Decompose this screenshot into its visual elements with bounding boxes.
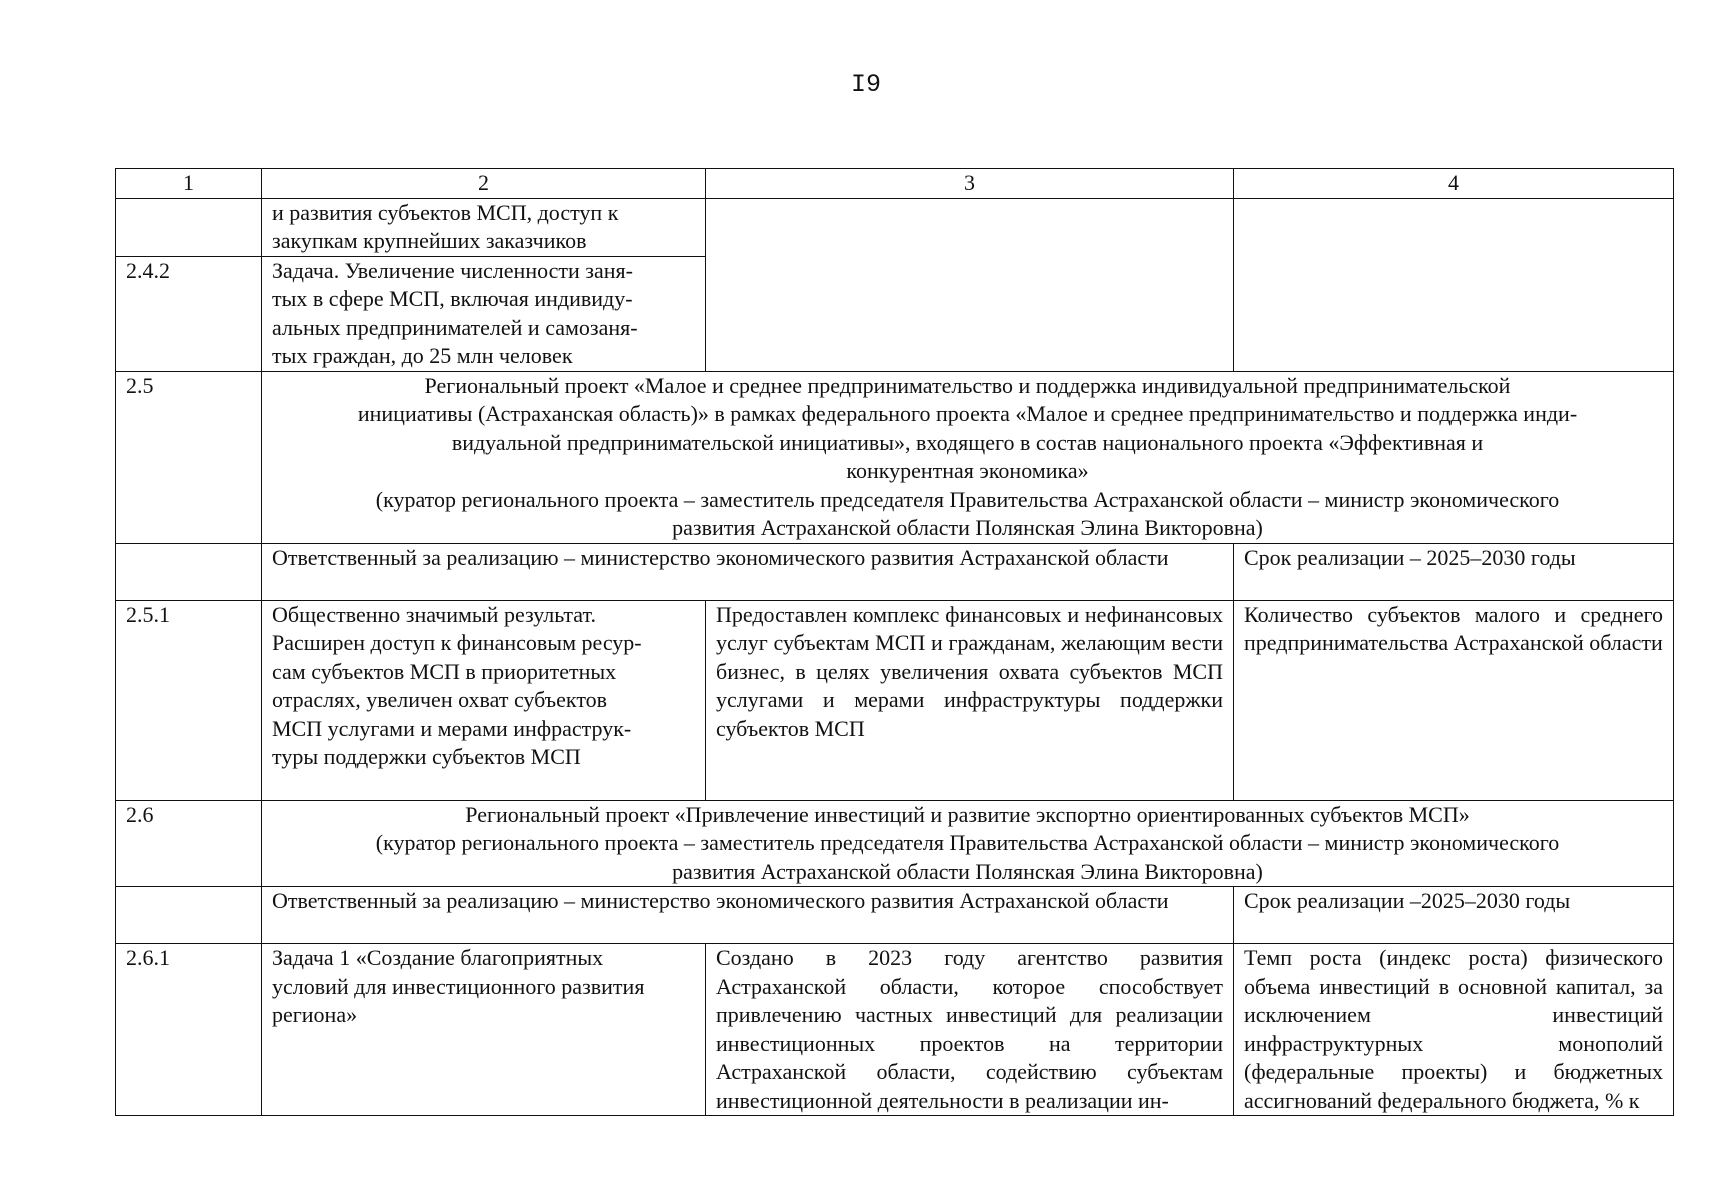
row-number-cell bbox=[116, 543, 262, 600]
column-header-2: 2 bbox=[262, 169, 706, 199]
row-number-cell bbox=[116, 887, 262, 944]
row-number-2-5-1: 2.5.1 bbox=[116, 600, 262, 800]
column-header-4: 4 bbox=[1234, 169, 1674, 199]
indicator-2-6-1: Темп роста (индекс роста) физического объема инвестиций в основной капитал, за исключением инвестиций инфраструктурных монополий (федеральные проекты) и бюджетных ассигнований федерального бюджета, % к bbox=[1234, 944, 1674, 1116]
column-header-3: 3 bbox=[706, 169, 1234, 199]
continuation-text: и развития субъектов МСП, доступ к закупкам крупнейших заказчиков bbox=[262, 198, 706, 256]
table-row-2-5-responsible bbox=[116, 543, 1674, 600]
table-row-2-6-1 bbox=[116, 944, 1674, 1116]
row-number-2-6-1: 2.6.1 bbox=[116, 944, 262, 1116]
empty-cell-col4 bbox=[1234, 198, 1674, 371]
page-number: I9 bbox=[850, 70, 881, 99]
table-row-2-5-1 bbox=[116, 600, 1674, 800]
responsible-2-5: Ответственный за реализацию – министерство экономического развития Астраханской области bbox=[262, 543, 1234, 600]
description-2-6-1: Создано в 2023 году агентство развития Астраханской области, которое способствует привлечению частных инвестиций для реализации инвестиционных проектов на территории Астраханской области, содействию субъектам инвестиционной деятельности в реализации ин- bbox=[706, 944, 1234, 1116]
term-2-5: Срок реализации – 2025–2030 годы bbox=[1234, 543, 1674, 600]
table-row-2-6-responsible bbox=[116, 887, 1674, 944]
task-text-2-4-2: Задача. Увеличение численности заня- тых в сфере МСП, включая индивиду- альных предпринимателей и самозаня- тых граждан, до 25 млн человек bbox=[262, 256, 706, 371]
result-text-2-5-1: Общественно значимый результат. Расширен доступ к финансовым ресур- сам субъектов МСП в приоритетных отраслях, увеличен охват субъектов МСП услугами и мерами инфраструк- туры поддержки субъектов МСП bbox=[262, 600, 706, 800]
row-number-cell bbox=[116, 198, 262, 256]
column-header-row bbox=[116, 169, 1674, 199]
project-title-2-5: Региональный проект «Малое и среднее предпринимательство и поддержка индивидуальной предпринимательской инициативы (Астраханская область)» в рамках федерального проекта «Малое и среднее предпринимательство и поддержка инди- видуальной предпринимательской инициативы», входящего в состав национального проекта «Эффективная и конкурентная экономика» (куратор регионального проекта – заместитель председателя Правительства Астраханской области – министр экономического развития Астраханской области Полянская Элина Викторовна) bbox=[262, 371, 1674, 543]
description-2-5-1: Предоставлен комплекс финансовых и нефинансовых услуг субъектам МСП и гражданам, желающим вести бизнес, в целях увеличения охвата субъектов МСП услугами и мерами инфраструктуры поддержки субъектов МСП bbox=[706, 600, 1234, 800]
row-number-2-4-2: 2.4.2 bbox=[116, 256, 262, 371]
empty-cell-col3 bbox=[706, 198, 1234, 371]
table-row-2-6 bbox=[116, 800, 1674, 887]
row-number-2-6: 2.6 bbox=[116, 800, 262, 887]
table-row-2-5 bbox=[116, 371, 1674, 543]
table-row-continuation bbox=[116, 198, 1674, 256]
task-text-2-6-1: Задача 1 «Создание благоприятных условий для инвестиционного развития региона» bbox=[262, 944, 706, 1116]
project-title-2-6: Региональный проект «Привлечение инвестиций и развитие экспортно ориентированных субъектов МСП» (куратор регионального проекта – заместитель председателя Правительства Астраханской области – министр экономического развития Астраханской области Полянская Элина Викторовна) bbox=[262, 800, 1674, 887]
column-header-1: 1 bbox=[116, 169, 262, 199]
responsible-2-6: Ответственный за реализацию – министерство экономического развития Астраханской области bbox=[262, 887, 1234, 944]
measures-table bbox=[115, 168, 1674, 1116]
term-2-6: Срок реализации –2025–2030 годы bbox=[1234, 887, 1674, 944]
indicator-2-5-1: Количество субъектов малого и среднего предпринимательства Астраханской области bbox=[1234, 600, 1674, 800]
row-number-2-5: 2.5 bbox=[116, 371, 262, 543]
